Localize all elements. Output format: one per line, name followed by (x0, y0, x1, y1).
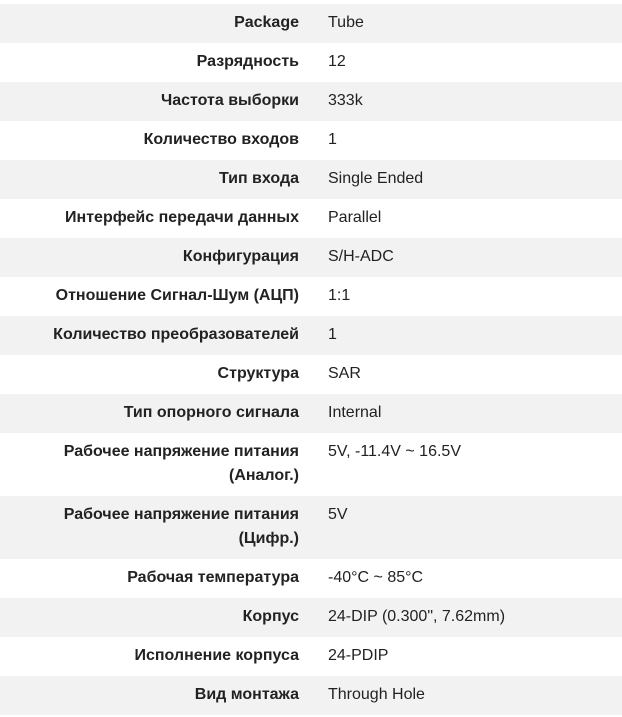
spec-row-data-interface (0, 199, 622, 238)
spec-label: Количество входов (143, 131, 299, 148)
spec-value: SAR (328, 365, 361, 382)
spec-table (0, 4, 622, 715)
spec-row-analog-supply-voltage (0, 433, 622, 496)
spec-label: Рабочая температура (127, 569, 299, 586)
spec-row-digital-supply-voltage (0, 496, 622, 559)
spec-label: Структура (217, 365, 299, 382)
spec-label: Разрядность (196, 53, 299, 70)
spec-value: Internal (315, 394, 622, 433)
spec-row-input-count (0, 121, 622, 160)
spec-value: 24-PDIP (328, 647, 389, 664)
spec-value: Through Hole (315, 676, 622, 715)
spec-row-configuration (0, 238, 622, 277)
spec-value: 5V (315, 496, 622, 559)
spec-label: Тип входа (0, 160, 315, 199)
spec-label: Рабочее напряжение питания (Аналог.) (63, 443, 299, 484)
spec-row-package-case (0, 598, 622, 637)
spec-row-reference-type (0, 394, 622, 433)
spec-value: 1 (328, 131, 337, 148)
spec-label: Тип опорного сигнала (0, 394, 315, 433)
spec-row-resolution (0, 43, 622, 82)
spec-row-architecture (0, 355, 622, 394)
spec-label: Вид монтажа (0, 676, 315, 715)
spec-row-snr (0, 277, 622, 316)
spec-label: Рабочее напряжение питания (Цифр.) (0, 496, 315, 559)
spec-label: Конфигурация (0, 238, 315, 277)
spec-label: Исполнение корпуса (134, 647, 299, 664)
spec-row-operating-temperature (0, 559, 622, 598)
spec-row-supplier-device-package (0, 637, 622, 676)
spec-value: S/H-ADC (315, 238, 622, 277)
spec-label: Корпус (0, 598, 315, 637)
spec-label: Частота выборки (0, 82, 315, 121)
spec-row-sampling-rate (0, 82, 622, 121)
spec-value: 5V, -11.4V ~ 16.5V (328, 443, 461, 460)
spec-value: 1 (315, 316, 622, 355)
spec-value: 24-DIP (0.300", 7.62mm) (315, 598, 622, 637)
spec-value: Single Ended (315, 160, 622, 199)
spec-value: 12 (328, 53, 346, 70)
spec-value: Tube (315, 4, 622, 43)
spec-label: Количество преобразователей (0, 316, 315, 355)
spec-row-converter-count (0, 316, 622, 355)
spec-row-package (0, 4, 622, 43)
spec-row-input-type (0, 160, 622, 199)
spec-label: Интерфейс передачи данных (65, 209, 299, 226)
spec-value: 333k (315, 82, 622, 121)
spec-row-mounting-type (0, 676, 622, 715)
spec-label: Package (0, 4, 315, 43)
spec-value: Parallel (328, 209, 382, 226)
spec-value: -40°C ~ 85°C (328, 569, 424, 586)
spec-value: 1:1 (328, 287, 351, 304)
spec-label: Отношение Сигнал-Шум (АЦП) (55, 287, 299, 304)
